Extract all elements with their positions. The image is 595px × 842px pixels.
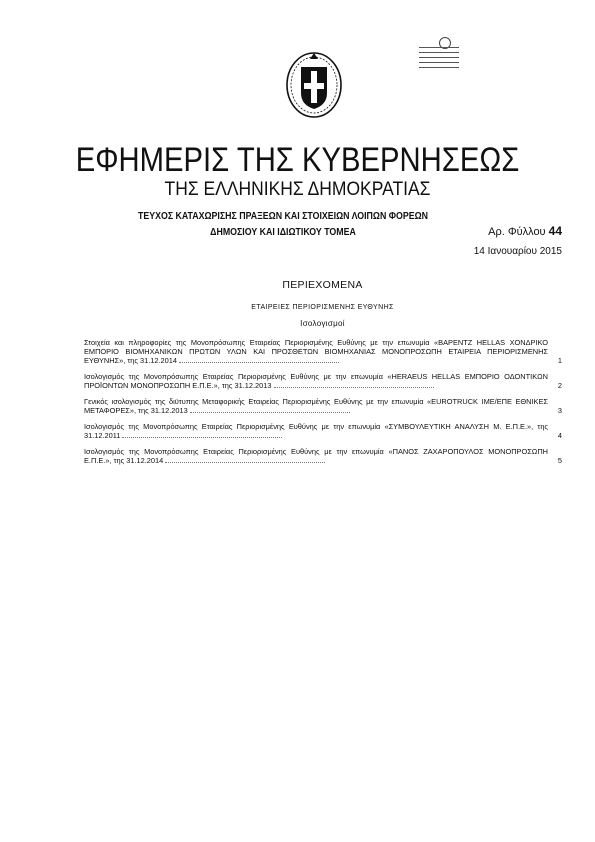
sheet-number-value: 44 [548,224,562,238]
leader-dots [274,381,434,388]
toc-item-text: Ισολογισμός της Μονοπρόσωπης Εταιρείας Περιορισμένης Ευθύνης με την επωνυμία «ΣΥΜΒΟΥΛΕΥΤΙΚΗ ΑΝΑΛΥΣΗ Μ. Ε.Π.Ε.», της 31.12.2011 [84,421,548,441]
leader-dots [179,356,339,363]
toc-item-text: Ισολογισμός της Μονοπρόσωπης Εταιρείας Περιορισμένης Ευθύνης με την επωνυμία «HERAEUS HELLAS ΕΜΠΟΡΙΟ ΟΔΟΝΤΙΚΩΝ ΠΡΟΪΟΝΤΩΝ ΜΟΝΟΠΡΟΣΩΠΗ Ε.Π.Ε.», της 31.12.2013 [84,372,548,391]
section-heading: ΕΤΑΙΡΕΙΕΣ ΠΕΡΙΟΡΙΣΜΕΝΗΣ ΕΥΘΥΝΗΣ [251,304,394,311]
greek-coat-of-arms-icon [284,47,344,119]
leader-dots [190,406,350,413]
gazette-title: ΕΦΗΜΕΡΙΣ ΤΗΣ ΚΥΒΕΡΝΗΣΕΩΣ [75,141,520,179]
toc-item-page: 4 [557,431,562,441]
toc-item[interactable] [84,422,562,440]
sheet-label: Αρ. Φύλλου [488,226,546,238]
leader-dots [165,456,325,463]
contents-heading: ΠΕΡΙΕΧΟΜΕΝΑ [282,279,363,291]
toc-item[interactable] [84,338,562,366]
toc-item-page: 2 [557,381,562,391]
gazette-subtitle: ΤΗΣ ΕΛΛΗΝΙΚΗΣ ΔΗΜΟΚΡΑΤΙΑΣ [164,179,431,200]
table-of-contents [84,338,562,472]
signature-stamp [419,33,463,85]
issue-type-line-2: ΔΗΜΟΣΙΟΥ ΚΑΙ ΙΔΙΩΤΙΚΟΥ ΤΟΜΕΑ [210,227,356,238]
leader-dots [122,431,282,438]
toc-item-page: 1 [557,356,562,366]
toc-item-text: Στοιχεία και πληροφορίες της Μονοπρόσωπης Εταιρείας Περιορισμένης Ευθύνης με την επωνυμία «ΒΑΡΕΝΤΖ HELLAS ΧΟΝΔΡΙΚΟ ΕΜΠΟΡΙΟ ΒΙΟΜΗΧΑΝΙΚΩΝ ΠΡΩΤΩΝ ΥΛΩΝ ΚΑΙ ΠΡΟΣΘΕΤΩΝ ΒΙΟΜΗΧΑΝΙΑΣ ΜΟΝΟΠΡΟΣΩΠΗ ΕΤΑΙΡΕΙΑ ΠΕΡΙΟΡΙΣΜΕΝΗΣ ΕΥΘΥΝΗΣ», της 31.12.2014 [84,338,548,366]
toc-item[interactable] [84,447,562,465]
issue-date: 14 Ιανουαρίου 2015 [473,246,562,257]
toc-item-text: Γενικός ισολογισμός της διϋτυπης Μεταφορικής Εταιρείας Περιορισμένης Ευθύνης με την επωνυμία «EUROTRUCK ΙΜΕ/ΕΠΕ ΕΘΝΙΚΕΣ ΜΕΤΑΦΟΡΕΣ», της 31.12.2013 [84,397,548,416]
toc-item-page: 5 [557,456,562,466]
toc-item-page: 3 [557,406,562,416]
subsection-heading: Ισολογισμοί [300,319,345,328]
stamp-text-lines [419,47,463,72]
sheet-number [470,224,562,239]
issue-type-line-1: ΤΕΥΧΟΣ ΚΑΤΑΧΩΡΙΣΗΣ ΠΡΑΞΕΩΝ ΚΑΙ ΣΤΟΙΧΕΙΩΝ ΛΟΙΠΩΝ ΦΟΡΕΩΝ [138,211,428,222]
toc-item[interactable] [84,397,562,415]
toc-item-text: Ισολογισμός της Μονοπρόσωπης Εταιρείας Περιορισμένης Ευθύνης με την επωνυμία «ΠΑΝΟΣ ΖΑΧΑΡΟΠΟΥΛΟΣ ΜΟΝΟΠΡΟΣΩΠΗ Ε.Π.Ε.», της 31.12.2014 [84,446,548,466]
toc-item[interactable] [84,372,562,390]
